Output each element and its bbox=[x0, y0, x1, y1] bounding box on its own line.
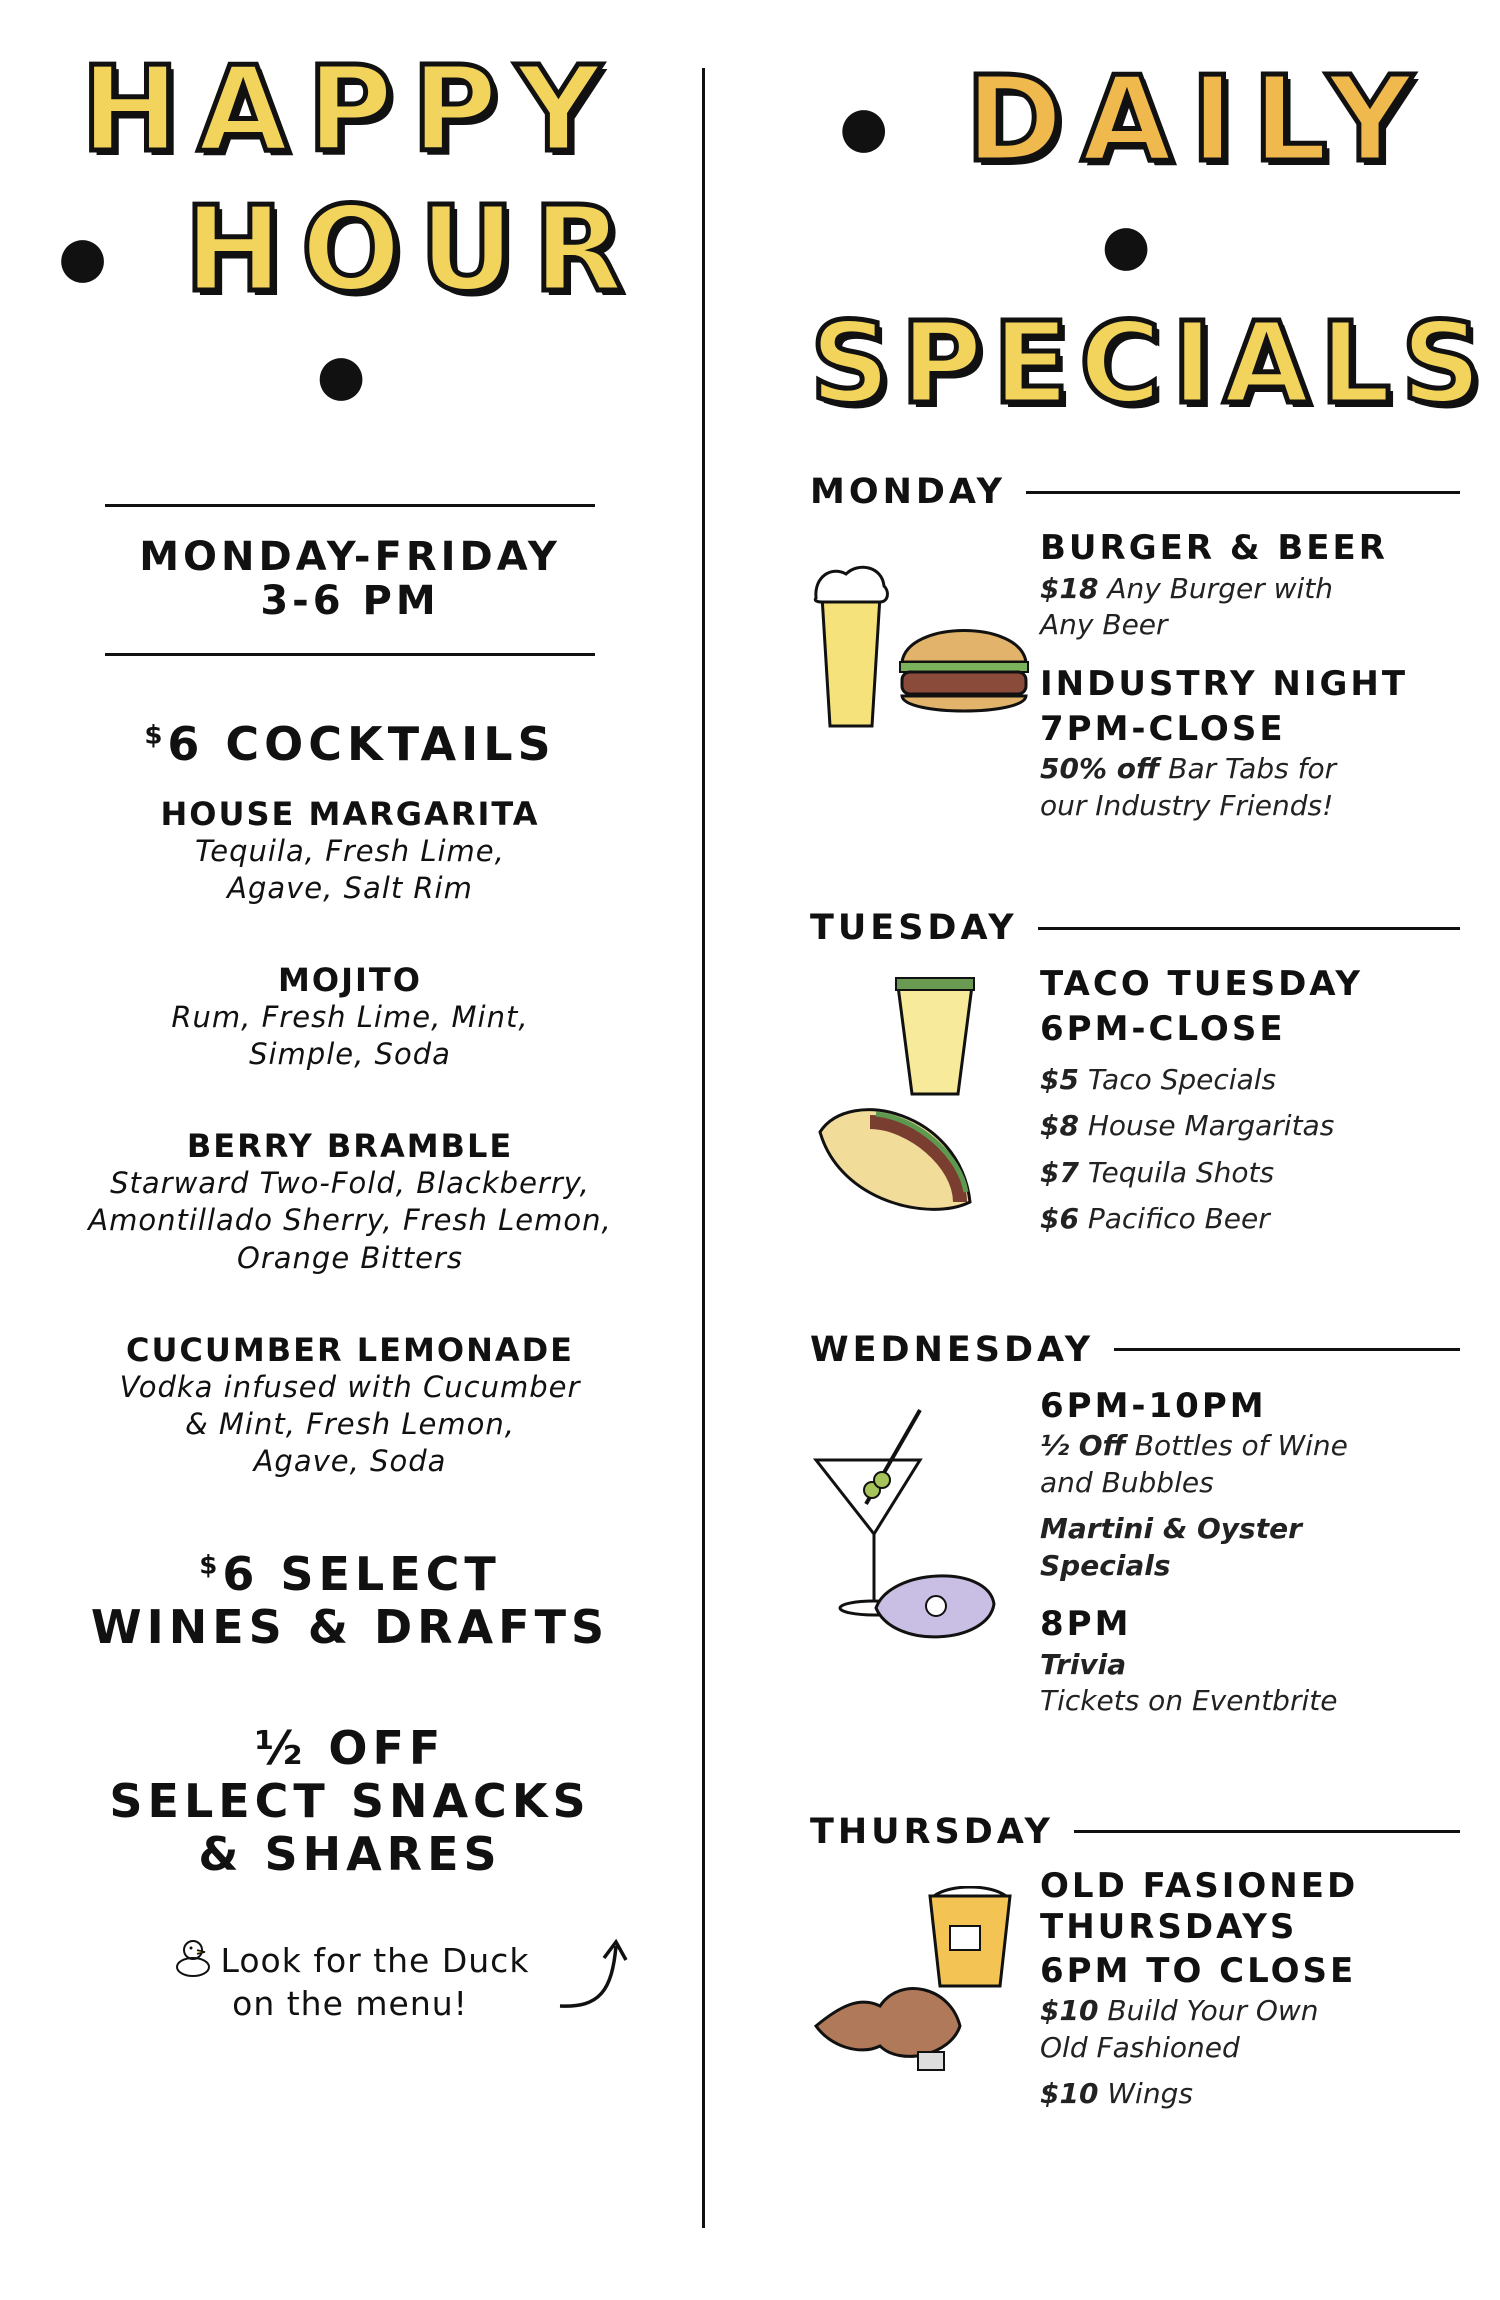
happy-hour-schedule: MONDAY-FRIDAY 3-6 PM bbox=[139, 534, 561, 624]
special-desc: ½ Off Bottles of Wine bbox=[1040, 1429, 1348, 1463]
snacks-offer: ½ OFF SELECT SNACKS & SHARES bbox=[109, 1720, 591, 1881]
oyster-icon bbox=[870, 1564, 1000, 1654]
divider-rule bbox=[1038, 927, 1460, 930]
taco-icon bbox=[810, 1092, 980, 1232]
cocktail-name: CUCUMBER LEMONADE bbox=[125, 1330, 575, 1369]
cocktail-desc: Starward Two-Fold, Blackberry, bbox=[110, 1166, 590, 1201]
day-header bbox=[810, 472, 1460, 512]
special-heading: TACO TUESDAY bbox=[1040, 964, 1363, 1005]
special-heading: OLD FASIONED bbox=[1040, 1865, 1359, 1906]
cocktail-item bbox=[40, 1331, 660, 1480]
cocktail-desc: Orange Bitters bbox=[237, 1240, 463, 1275]
daily-specials-title-line2: SPECIALS bbox=[810, 299, 1492, 429]
thursday-details bbox=[1040, 1866, 1460, 2113]
tuesday-art bbox=[810, 962, 1040, 1237]
day-label: MONDAY bbox=[810, 472, 1007, 512]
cocktail-item bbox=[40, 961, 660, 1073]
special-desc: Specials bbox=[1040, 1548, 1171, 1582]
burger-icon bbox=[894, 612, 1034, 732]
day-header bbox=[810, 1812, 1460, 1852]
dot-icon: ● bbox=[1101, 212, 1169, 278]
duck-icon bbox=[171, 1938, 215, 1978]
special-item: $8 House Margaritas bbox=[1040, 1109, 1335, 1143]
day-label: WEDNESDAY bbox=[810, 1329, 1095, 1370]
special-desc: $18 Any Burger with bbox=[1040, 571, 1334, 605]
cocktail-desc: & Mint, Fresh Lemon, bbox=[185, 1406, 515, 1441]
day-header bbox=[810, 1330, 1460, 1370]
cocktail-desc: Agave, Salt Rim bbox=[227, 871, 473, 905]
beer-icon bbox=[810, 556, 900, 736]
special-desc: and Bubbles bbox=[1040, 1465, 1214, 1499]
thursday-section bbox=[810, 1812, 1460, 2113]
special-desc: Tickets on Eventbrite bbox=[1040, 1684, 1338, 1718]
tuesday-details bbox=[1040, 962, 1460, 1237]
cocktail-name: HOUSE MARGARITA bbox=[160, 794, 540, 833]
special-heading: 6PM-10PM bbox=[1040, 1385, 1267, 1426]
day-label: TUESDAY bbox=[810, 908, 1018, 949]
special-item: $5 Taco Specials bbox=[1040, 1062, 1277, 1096]
cocktails-heading: $6 COCKTAILS bbox=[144, 717, 556, 771]
dot-icon: ● bbox=[58, 224, 126, 290]
divider-rule bbox=[1114, 1348, 1460, 1351]
tuesday-section bbox=[810, 908, 1460, 1237]
special-desc: Old Fashioned bbox=[1040, 2030, 1240, 2064]
special-desc: 50% off Bar Tabs for bbox=[1040, 752, 1337, 786]
day-label: THURSDAY bbox=[810, 1811, 1054, 1852]
divider-rule bbox=[1074, 1830, 1460, 1833]
special-item: $6 Pacifico Beer bbox=[1040, 1202, 1270, 1236]
shot-glass-icon bbox=[890, 972, 980, 1102]
divider-rule bbox=[105, 653, 595, 656]
special-heading: 8PM bbox=[1040, 1603, 1132, 1644]
cocktail-desc: Simple, Soda bbox=[249, 1037, 451, 1072]
cocktail-desc: Agave, Soda bbox=[253, 1443, 447, 1478]
dot-icon: ● bbox=[316, 342, 384, 408]
wings-icon bbox=[810, 1966, 970, 2076]
wednesday-art bbox=[810, 1384, 1040, 1720]
wines-drafts-offer: $6 SELECT WINES & DRAFTS bbox=[90, 1546, 610, 1654]
daily-specials-title-line1: ● DAILY ● bbox=[839, 50, 1431, 278]
special-heading: BURGER & BEER bbox=[1040, 528, 1388, 568]
happy-hour-title-line2: ● HOUR ● bbox=[58, 180, 642, 408]
monday-section bbox=[810, 472, 1460, 824]
wednesday-section bbox=[810, 1330, 1460, 1720]
cocktail-desc: Vodka infused with Cucumber bbox=[119, 1369, 581, 1404]
daily-specials-column bbox=[810, 50, 1492, 2113]
cocktail-item bbox=[40, 795, 660, 907]
wednesday-details bbox=[1040, 1384, 1460, 1720]
monday-art bbox=[810, 526, 1040, 824]
arrow-icon bbox=[550, 1930, 640, 2020]
cocktail-name: BERRY BRAMBLE bbox=[186, 1127, 514, 1166]
cocktail-name: MOJITO bbox=[278, 961, 422, 1000]
special-desc: Trivia bbox=[1040, 1647, 1127, 1681]
duck-note: Look for the Duck on the menu! bbox=[40, 1938, 660, 2026]
special-heading: INDUSTRY NIGHT bbox=[1040, 663, 1409, 704]
special-heading: THURSDAYS bbox=[1040, 1907, 1298, 1948]
happy-hour-title-line1: HAPPY bbox=[80, 40, 620, 178]
special-heading: 6PM TO CLOSE bbox=[1040, 1950, 1357, 1991]
special-desc: our Industry Friends! bbox=[1040, 788, 1334, 822]
special-desc: $10 Wings bbox=[1040, 2077, 1193, 2111]
thursday-art bbox=[810, 1866, 1040, 2113]
divider-rule bbox=[1026, 491, 1460, 494]
cocktail-list bbox=[40, 795, 660, 1480]
cocktail-desc: Rum, Fresh Lime, Mint, bbox=[171, 1000, 529, 1035]
happy-hour-column bbox=[40, 40, 660, 2026]
special-desc: Any Beer bbox=[1040, 608, 1168, 642]
cocktail-desc: Tequila, Fresh Lime, bbox=[195, 833, 505, 868]
special-desc: $10 Build Your Own bbox=[1040, 1994, 1319, 2028]
special-desc: Martini & Oyster bbox=[1040, 1512, 1302, 1546]
monday-details bbox=[1040, 526, 1460, 824]
special-heading: 6PM-CLOSE bbox=[1040, 1009, 1286, 1050]
special-heading: 7PM-CLOSE bbox=[1040, 708, 1286, 749]
special-item: $7 Tequila Shots bbox=[1040, 1155, 1275, 1189]
cocktail-item bbox=[40, 1127, 660, 1276]
column-divider bbox=[702, 68, 705, 2228]
day-header bbox=[810, 908, 1460, 948]
dot-icon: ● bbox=[839, 94, 907, 160]
cocktail-desc: Amontillado Sherry, Fresh Lemon, bbox=[88, 1203, 612, 1238]
